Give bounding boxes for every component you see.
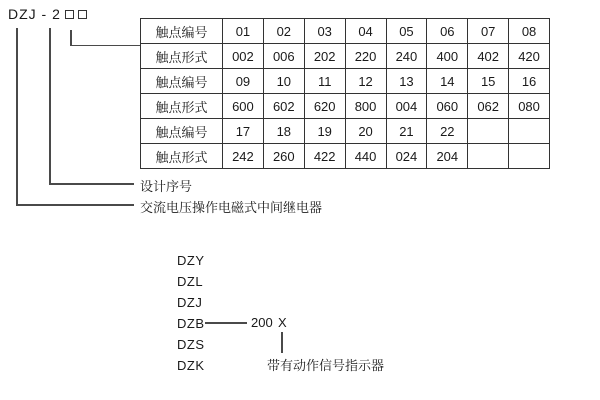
- code-value-cell: 08: [509, 19, 550, 44]
- code-value-cell: 02: [263, 19, 304, 44]
- code-value-cell: [509, 119, 550, 144]
- code-value-cell: 04: [345, 19, 386, 44]
- model-item-dzj: DZJ: [177, 295, 203, 310]
- model-item-dzy: DZY: [177, 253, 205, 268]
- table-row: [141, 19, 550, 44]
- code-value-cell: 22: [427, 119, 468, 144]
- code-value-cell: 800: [345, 94, 386, 119]
- code-value-cell: 06: [427, 19, 468, 44]
- code-value-cell: 19: [304, 119, 345, 144]
- code-value-cell: 080: [509, 94, 550, 119]
- code-value-cell: 600: [223, 94, 264, 119]
- row-label-cell: 触点形式: [141, 44, 223, 69]
- code-value-cell: 16: [509, 69, 550, 94]
- code-value-cell: 004: [386, 94, 427, 119]
- table-row: [141, 144, 550, 169]
- code-value-cell: 006: [263, 44, 304, 69]
- code-value-cell: 024: [386, 144, 427, 169]
- code-value-cell: [468, 119, 509, 144]
- model-item-dzl: DZL: [177, 274, 204, 289]
- design-serial-label: 设计序号: [140, 179, 193, 194]
- row-label-cell: 触点编号: [141, 69, 223, 94]
- code-value-cell: 18: [263, 119, 304, 144]
- code-value-cell: 204: [427, 144, 468, 169]
- code-value-cell: 07: [468, 19, 509, 44]
- model-code-header: [8, 6, 87, 22]
- row-label-cell: 触点形式: [141, 144, 223, 169]
- box-callout-line-horizontal: [70, 45, 140, 47]
- code-value-cell: 420: [509, 44, 550, 69]
- table-row: [141, 44, 550, 69]
- row-label-cell: 触点编号: [141, 119, 223, 144]
- placeholder-box-icon: [65, 10, 74, 19]
- dzb-suffix-number: 200: [251, 315, 273, 330]
- contact-code-table: [140, 18, 550, 169]
- serial-callout-line-vertical: [49, 28, 51, 183]
- code-value-cell: 002: [223, 44, 264, 69]
- code-value-cell: 400: [427, 44, 468, 69]
- table-row: [141, 69, 550, 94]
- code-value-cell: 15: [468, 69, 509, 94]
- code-value-cell: 14: [427, 69, 468, 94]
- code-value-cell: 202: [304, 44, 345, 69]
- code-value-cell: 220: [345, 44, 386, 69]
- code-value-cell: 10: [263, 69, 304, 94]
- code-value-cell: 09: [223, 69, 264, 94]
- code-value-cell: 11: [304, 69, 345, 94]
- indicator-callout-line: [281, 332, 283, 353]
- model-item-dzb: DZB: [177, 316, 205, 331]
- code-value-cell: 060: [427, 94, 468, 119]
- code-value-cell: 242: [223, 144, 264, 169]
- code-value-cell: [509, 144, 550, 169]
- code-value-cell: 620: [304, 94, 345, 119]
- row-label-cell: 触点编号: [141, 19, 223, 44]
- serial-callout-line-horizontal: [49, 183, 134, 185]
- indicator-note-label: 带有动作信号指示器: [267, 358, 385, 373]
- code-value-cell: 440: [345, 144, 386, 169]
- code-value-cell: 20: [345, 119, 386, 144]
- code-value-cell: 13: [386, 69, 427, 94]
- relay-description-label: 交流电压操作电磁式中间继电器: [140, 200, 323, 215]
- table-row: [141, 94, 550, 119]
- relay-callout-line-horizontal: [16, 204, 134, 206]
- dzb-suffix-x: X: [278, 315, 287, 330]
- code-value-cell: 260: [263, 144, 304, 169]
- dzb-suffix-line: [205, 322, 247, 324]
- code-value-cell: 602: [263, 94, 304, 119]
- code-value-cell: 05: [386, 19, 427, 44]
- code-value-cell: [468, 144, 509, 169]
- code-value-cell: 402: [468, 44, 509, 69]
- placeholder-box-icon: [78, 10, 87, 19]
- code-value-cell: 062: [468, 94, 509, 119]
- code-value-cell: 422: [304, 144, 345, 169]
- model-item-dzs: DZS: [177, 337, 205, 352]
- model-prefix-list: [177, 250, 205, 376]
- table-row: [141, 119, 550, 144]
- model-code-text: DZJ - 2: [8, 6, 61, 22]
- code-value-cell: 12: [345, 69, 386, 94]
- relay-callout-line-vertical: [16, 28, 18, 204]
- code-value-cell: 240: [386, 44, 427, 69]
- code-value-cell: 03: [304, 19, 345, 44]
- contact-table-body: [141, 19, 550, 169]
- row-label-cell: 触点形式: [141, 94, 223, 119]
- code-value-cell: 17: [223, 119, 264, 144]
- code-value-cell: 01: [223, 19, 264, 44]
- model-item-dzk: DZK: [177, 358, 205, 373]
- code-value-cell: 21: [386, 119, 427, 144]
